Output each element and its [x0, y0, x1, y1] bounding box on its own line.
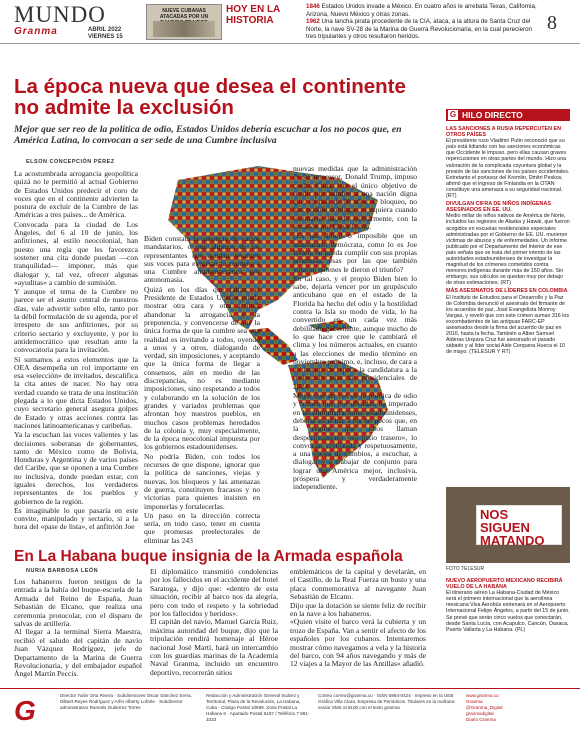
paragraph: emblemáticos de la capital y develarán, en el Castillo, de la Real Fuerza un busto y una placa conmemorativa al navegante Juan Sebastián de Elcano.: [290, 567, 426, 602]
paragraph: En tal caso, y el propio Biden bien lo sabe, dejaría vencer por un grupúsculo anticubano que en el estado de la Florida ha hecho del odio y la hostilidad contra la Isla su modo de vida, lo ha convertido en un cada vez más debilitado gobernante, aunque mucho de lo que hace cree que le cambiará el clima y los números actuales, en cuanto a las elecciones de medio término en noviembre próximo, e, incluso, de cara a un intento de repetir la candidatura a la reelección para las presidenciales de 2024.: [293, 273, 417, 391]
event-text: Estados Unidos invade a México. En cuatro años le arrebata Texas, California, Arizona, Nuevo México y otras zonas.: [306, 3, 537, 18]
history-clipping-thumbnail: [146, 4, 222, 40]
sidebar-news: [446, 124, 570, 357]
sidebar-item-text: El itinerario aéreo La Habana-Ciudad de México será el primero internacional que la aerolínea mexicana Viva Aerobús estrenará en el Aeropuerto Internacional Felipe Ángeles, a partir del 15 de junio. Se prevé que serán cinco vuelos que conectarán, desde Santa Lucía, con Acapulco, Cancún, Oaxaca, Puerto Vallarta y La Habana. (PL): [446, 590, 570, 633]
today-label-line2: HISTORIA: [226, 15, 274, 26]
social-links: [466, 693, 576, 723]
issue-month: ABRIL 2022: [88, 27, 122, 33]
paragraph: Mejor que ser reo de la política de odio y crimen que, por décadas, ha imperado en las administraciones estadounidenses, debería escuchar a los no pocos que, en la región que ellos llaman despectivamente «su patio trasero», lo convocan, civilizada y respetuosamente, a una época de cambios, a escuchar, a dialogar y a trabajar de conjunto para lograr una América mejor, inclusiva, próspera y verdaderamente independiente.: [293, 391, 417, 492]
sidebar-item: [446, 578, 570, 633]
website-link[interactable]: www.granma.cu: [466, 693, 499, 698]
address-info: Redacción y Administración General Suárez y Territorial, Plaza de la Revolución, La Habana, Cuba · Código Postal 10699. Zona Postal La Habana 6 · Apartado Postal 6187 / Teléfono 7 881-3333: [206, 693, 310, 722]
main-byline: ELSON CONCEPCIÓN PÉREZ: [26, 159, 115, 165]
paragraph: La acostumbrada arrogancia geopolítica quizá no le permitió al actual Gobierno de Estados Unidos predecir el coro de voces que en el continente advierten la postura de excluir de la Cumbre de las Américas a tres países... de América.: [14, 169, 138, 220]
paragraph: El diplomático transmitió condolencias por los fallecidos en el accidente del hotel Saratoga, y dijo que: «dentro de esta situación, recibir al barco nos da alegría, pero con todo el respeto y la sobriedad por los fallecidos y heridos».: [150, 567, 278, 619]
granma-logo: G: [14, 695, 36, 726]
paragraph: «Quien visite el barco verá la cubierta y un trozo de España. Van a sentir el afecto de los españoles por los cubanos. Intentaremos mostrar cómo navegamos a vela y la historia del barco, con 94 años navegando y más de 12 viajes a la Mayor de las Antillas» añadió.: [290, 617, 426, 669]
contact-info: Correo correo@granma.cu · ISSN 0864-0424 · Impreso en la UEB Gráfica Villa Clara, Empresa de Periódicos. Titulares en la mañana: enviar SMS al 8100 con el texto granma: [318, 693, 456, 710]
article2-column2: [150, 568, 278, 677]
sidebar-item-text: El Instituto de Estudios para el Desarrollo y la Paz de Colombia denunció el asesinato del firmante de los acuerdos de paz, José Evangelista Monroy Vargas, y reveló que con este crimen suman 316 los excombatientes de las antiguas FARC-EP asesinados desde la firma del acuerdo de paz en 2016, hasta la fecha. También a Alber Samuel Alderas Urquiza Cruz fue asesinado el pasado sábado y al líder social Aide Cerquera Hueca el 10 de mayo. (TELESUR Y RT): [446, 294, 569, 356]
page-number: 8: [547, 12, 557, 34]
paragraph: Si sumamos a estos elementos que la OEA desempeña un rol importante en esa «selección» de invitados, descalifica la cita antes de nacer. No hay otra verdad cuando se trata de una institución plegada a lo que dicta Estados Unidos, cuyo secretario general asegura golpes de Estado y otras acciones contra las naciones latinoamericanas y caribeñas.: [14, 354, 138, 430]
clipping-image: [153, 21, 215, 37]
youtube-link[interactable]: Diario Granma: [466, 717, 496, 722]
paragraph: No podría Biden, con todos los recursos de que dispone, ignorar que la política de sanciones, viejas y nuevas, los bloqueos y las amenazas de guerra, constituyen fracasos y no victorias para quienes insisten en imponerlas y fortalecerlas.: [144, 451, 260, 511]
main-headline[interactable]: La época nueva que desea el continente no admite la exclusión: [14, 75, 406, 119]
sidebar-item-title[interactable]: DIVULGAN CIFRA DE NIÑOS INDÍGENAS ASESINADOS EN EE. UU.: [446, 201, 551, 214]
photo-caption: FOTO TELESUR: [446, 566, 485, 572]
sidebar-item: [446, 126, 570, 199]
sidebar-item: [446, 201, 570, 286]
today-in-history-label: [226, 4, 280, 26]
sidebar-title: HILO DIRECTO: [462, 110, 523, 120]
paragraph: Biden constata la ausencia de varios mandatarios, o que algunos de los representantes que acudan levanten sus voces para expresar la condena a una Cumbre antidemocrática por antonomasia.: [144, 234, 260, 285]
event-year: 1962: [306, 18, 320, 26]
main-subhead: Mejor que ser reo de la política de odio, Estados Unidos debería escuchar a los no pocos que, en América Latina, lo convocan a ser sede de una Cumbre inclusiva: [14, 124, 402, 146]
today-label-line1: HOY EN LA: [226, 4, 281, 15]
masthead: [0, 0, 580, 44]
section-name: MUNDO: [14, 2, 106, 27]
paragraph: Dijo que la dotación se siente feliz de recibir en la nave a los habaneros.: [290, 600, 426, 619]
article1-column1: [14, 170, 138, 533]
article1-column3: [293, 165, 417, 493]
history-events: [306, 3, 542, 41]
clipping-headline: NUEVE CUBANAS ATACADAS POR UN: [159, 8, 209, 20]
paragraph: Al llegar a la terminal Sierra Maestra, recibió el saludo del capitán de navío Juan Vázquez Rodríguez, jefe de Departamento de la Marina de Guerra Revolucionaria, y del embajador español Ángel Martín Peccis.: [14, 627, 142, 679]
article2-byline: NURIA BARBOSA LEÓN: [26, 568, 99, 574]
sidebar-item-title[interactable]: MÁS ASESINATOS DE LÍDERES EN COLOMBIA: [446, 288, 568, 295]
hilo-directo-header: [446, 109, 570, 121]
history-event: [306, 18, 542, 41]
history-event: [306, 3, 542, 18]
article2-column3: [290, 568, 426, 669]
footer: [0, 688, 580, 733]
paragraph: Ya la escuchan las voces valientes y las decisiones soberanas de gobernantes, tanto de México como de Bolivia, Honduras y Argentina y de varios países del Caribe, que se oponen a una Cumbre no inclusiva, donde puedan estar, con iguales derechos, los verdaderos representantes de los pueblos y gobiernos de la región.: [14, 430, 138, 506]
paragraph: El capitán del navío, Manuel García Ruiz, máxima autoridad del buque, dijo que la tripulación rendirá homenaje al Héroe nacional José Martí, hará un intercambio con los guardias marinas de la Academia Naval Granma, incluido un encuentro deportivo, recorrerán sitios: [150, 617, 278, 677]
paragraph: ¿Es tan difícil o imposible que un mandatario demócrata, como lo es Joe Biden, no pueda cumplir con sus propias promesas, esas por las que también votaron quienes le dieron el triunfo?: [293, 231, 417, 274]
paragraph: Los habaneros fueron testigos de la entrada a la bahía del buque-escuela de la Armada del Reino de España, Juan Sebastián de Elcano, que realiza una ceremonia protocolar, con el disparo de salvas de artillería.: [14, 577, 142, 629]
granma-g-icon: G: [449, 110, 457, 119]
event-year: 1846: [306, 3, 320, 10]
paragraph: nuevas medidas que la administración de su antecesor, Donald Trump, impuso contra Cuba, con el único objetivo de rendir por hambre a una nación digna que, en más de 60 años de bloqueo, no han podido doblegar, ni siquiera cuando intentaron hacerlo militarmente, con la invasión por Playa Girón.: [293, 164, 417, 232]
sidebar-item-text: Medio millar de niños nativos de América de Norte, incluidos las regiones de Alaska y Hawái, que fueron acogidos en escuelas residenciales especiales administradas por el Gobierno de EE. UU. murieron víctimas de abusos y de enfermedades. Un informe publicado por el Departamento del Interior de ese país señala que se trata del primer intento de las autoridades estadounidenses de investigar la magnitud de los crímenes cometidos contra menores indígenas durante más de 150 años. Sin embargo, sus cálculos se quedan muy por debajo de otras estimaciones. (RT): [446, 213, 570, 287]
facebook-link[interactable]: Granma: [466, 699, 483, 704]
paragraph: Convocada para la ciudad de Los Ángeles, del 6 al 10 de junio, los anfitriones, al estilo neocolonial, han puesto una regla que les favorezca sostener una cita donde puedan —con tranquilidad— imponer, más que dialogar y, tal vez, ofrecer algunas «ayuditas» a cambio de sumisión.: [14, 219, 138, 287]
article2-headline[interactable]: En La Habana buque insignia de la Armada española: [14, 548, 403, 565]
brand-name[interactable]: Granma: [14, 26, 58, 37]
issue-day: VIERNES 15: [88, 34, 123, 40]
paragraph: Y aunque el tema de la Cumbre no parece ser el asunto central de nuestros días, vale advertir sobre ello, tanto por la débil formulación de su agenda, por el irrespeto de sus anfitriones, por su criterio sectario y excluyente, y por lo antidemocrático que resultan ante la convocatoria para la invitación.: [14, 287, 138, 355]
paragraph: Es imaginable lo que pasaría en este convite, manipulado y sectario, si a la hora del «pase de lista», el anfitrión Joe: [14, 505, 138, 532]
issue-date: [88, 27, 123, 41]
protest-photo: [446, 487, 570, 563]
staff-credits: Director Yailin Orta Rivera · Subdirectores Oscar Sánchez Serra, Dilbert Reyes Rodríguez y Arlín Alberty Loforte · Subdirector administrativo Ramsés Gutiérrez Torres: [60, 693, 192, 710]
protest-sign-text: NOS SIGUEN MATANDO: [480, 507, 545, 548]
article1-column2: [144, 235, 260, 546]
instagram-link[interactable]: granmadigital: [466, 711, 494, 716]
paragraph: Un paso en la dirección correcta sería, en todo caso, tener en cuenta que promesas preelectorales de eliminar las 243: [144, 510, 260, 545]
sidebar-item-title[interactable]: NUEVO AEROPUERTO MEXICANO RECIBIRÁ VUELO DE LA HABANA: [446, 578, 563, 591]
paragraph: Quizá en los días que faltan, el Presidente de Estados Unidos pueda mostrar otra cara y otra actitud, abandonar la arrogancia y la prepotencia, y convencerse de que la única forma de que la cumbre sea una realidad es invitando a todos, oyendo a unos y a otros, dialogando de verdad, sin imposiciones, y aceptando que la única forma de llegar a consensos, aún en medio de las discrepancias, no es mediante imposiciones, sino respetando a todos y colaborando en la solución de los grandes y variados problemas que afrontan hoy nuestros pueblos, en muchos casos problemas heredados de la colonia y, muy especialmente, de la época neocolonial impuesta por los gobiernos estadounidenses.: [144, 284, 260, 452]
article2-column1: [14, 578, 142, 679]
sidebar-item: [446, 288, 570, 355]
sidebar-item-title[interactable]: LAS SANCIONES A RUSIA REPERCUTEN EN OTROS PAÍSES: [446, 126, 562, 139]
twitter-link[interactable]: @Granma_Digital: [466, 705, 503, 710]
event-text: Una lancha pirata procedente de la CIA, ataca, a la altura de Santa Cruz del Norte, la nave SV-28 de la Marina de Guerra Revolucionaria, en la cual perecieron tres tripulantes y otros resultaron heridos.: [306, 18, 532, 41]
protest-sign: [476, 505, 562, 548]
sidebar-item-text: El presidente ruso Vladimir Putin reconoció que su país está lidiando con las sanciones económicas que Occidente le impuso, pero ellas causan graves repercusiones en otras partes del mundo. Hizo una valoración de la complicada coyuntura global y la presión de las sanciones de los países occidentales. Entretanto el portavoz del Kremlin, Dmitri Peskov, afirmó que el ingreso de Finlandia en la OTAN constituye una amenaza a su seguridad nacional. (RT): [446, 138, 570, 200]
